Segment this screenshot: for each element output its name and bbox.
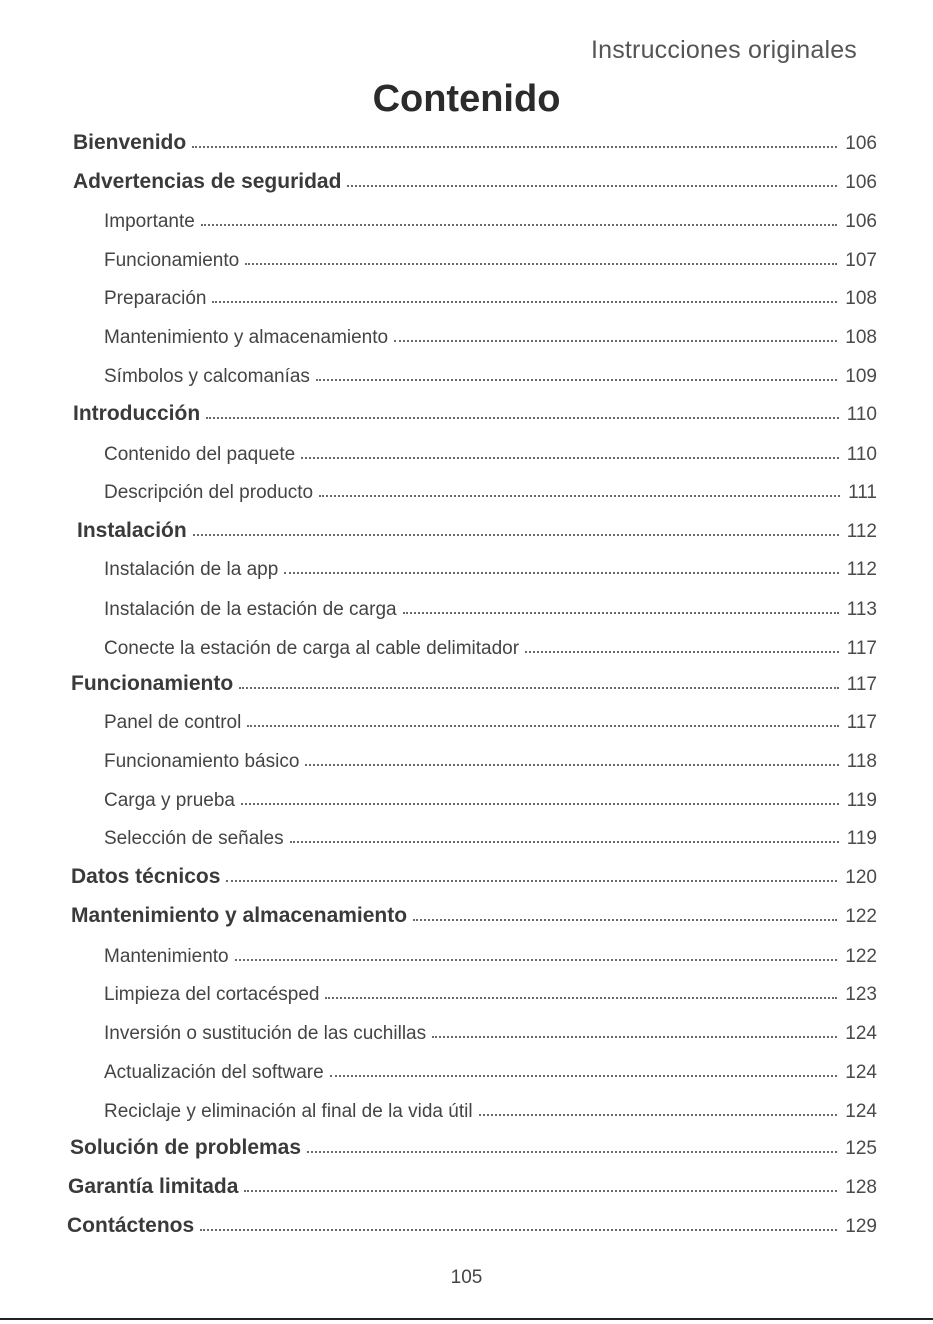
toc-entry-label: Panel de control [104, 712, 242, 733]
dot-leader [403, 612, 839, 614]
bottom-divider [0, 1318, 933, 1320]
toc-entry[interactable] [73, 125, 877, 155]
dot-leader [206, 417, 839, 419]
toc-entry[interactable] [104, 280, 877, 310]
dot-leader [432, 1036, 837, 1038]
toc-entry[interactable] [104, 436, 877, 466]
dot-leader [192, 146, 837, 148]
toc-entry[interactable] [104, 474, 877, 504]
dot-leader [201, 224, 837, 226]
toc-entry-page: 118 [846, 751, 877, 772]
toc-entry[interactable] [104, 782, 877, 812]
toc-entry-label: Conecte la estación de carga al cable delimitador [104, 638, 520, 659]
dot-leader [347, 185, 837, 187]
dot-leader [239, 687, 839, 689]
toc-entry-label: Funcionamiento [71, 672, 234, 695]
toc-entry[interactable] [104, 1054, 877, 1084]
toc-entry-page: 107 [845, 250, 877, 271]
dot-leader [193, 534, 839, 536]
dot-leader [284, 572, 838, 574]
toc-entry[interactable] [104, 1093, 877, 1123]
toc-entry-label: Preparación [104, 288, 207, 309]
toc-entry[interactable] [104, 358, 877, 388]
toc-entry-label: Descripción del producto [104, 482, 314, 503]
toc-entry-label: Reciclaje y eliminación al final de la vida útil [104, 1101, 473, 1122]
toc-entry-label: Mantenimiento [104, 946, 229, 967]
toc-entry[interactable] [104, 203, 877, 233]
toc-entry[interactable] [104, 820, 877, 850]
toc-entry-label: Instalación de la app [104, 559, 279, 580]
toc-entry-label: Actualización del software [104, 1062, 324, 1083]
toc-entry-page: 125 [845, 1138, 877, 1159]
toc-entry-label: Instalación de la estación de carga [104, 599, 397, 620]
toc-entry[interactable] [104, 704, 877, 734]
toc-entry-page: 128 [845, 1177, 877, 1198]
toc-entry-page: 117 [846, 674, 877, 695]
toc-entry[interactable] [104, 319, 877, 349]
dot-leader [525, 651, 839, 653]
toc-entry-page: 112 [846, 521, 877, 542]
toc-entry-page: 110 [846, 444, 877, 465]
toc-entry-label: Funcionamiento [104, 250, 240, 271]
toc-entry[interactable] [104, 1015, 877, 1045]
toc-entry[interactable] [104, 938, 877, 968]
dot-leader [301, 457, 838, 459]
toc-entry-label: Instalación [77, 519, 187, 542]
toc-entry-page: 106 [845, 133, 877, 154]
toc-entry[interactable] [71, 859, 877, 889]
dot-leader [413, 919, 837, 921]
toc-entry-page: 119 [846, 828, 877, 849]
toc-entry-label: Funcionamiento básico [104, 751, 300, 772]
toc-entry-page: 124 [845, 1023, 877, 1044]
dot-leader [330, 1075, 838, 1077]
toc-entry-label: Símbolos y calcomanías [104, 366, 310, 387]
dot-leader [241, 803, 839, 805]
toc-entry[interactable] [68, 1169, 877, 1199]
dot-leader [235, 959, 838, 961]
dot-leader [226, 880, 837, 882]
toc-entry-label: Limpieza del cortacésped [104, 984, 320, 1005]
toc-entry-page: 124 [845, 1062, 877, 1083]
dot-leader [305, 764, 838, 766]
toc-entry-page: 106 [845, 211, 877, 232]
toc-entry[interactable] [67, 1208, 877, 1238]
toc-entry-page: 124 [845, 1101, 877, 1122]
toc-entry[interactable] [70, 1130, 877, 1160]
toc-entry[interactable] [104, 551, 877, 581]
dot-leader [394, 340, 837, 342]
toc-entry[interactable] [104, 591, 877, 621]
toc-entry[interactable] [104, 976, 877, 1006]
toc-entry-page: 123 [845, 984, 877, 1005]
toc-entry-label: Selección de señales [104, 828, 284, 849]
dot-leader [247, 725, 838, 727]
dot-leader [290, 841, 839, 843]
toc-entry-page: 109 [845, 366, 877, 387]
toc-entry-label: Contenido del paquete [104, 444, 296, 465]
dot-leader [325, 997, 837, 999]
toc-entry-page: 113 [846, 599, 877, 620]
toc-entry-label: Mantenimiento y almacenamiento [104, 327, 389, 348]
dot-leader [307, 1151, 837, 1153]
toc-entry-page: 108 [845, 288, 877, 309]
dot-leader [319, 495, 840, 497]
toc-entry-label: Garantía limitada [68, 1175, 239, 1198]
toc-entry-label: Introducción [73, 402, 201, 425]
dot-leader [316, 379, 837, 381]
dot-leader [245, 263, 837, 265]
toc-entry-label: Importante [104, 211, 195, 232]
page-number: 105 [450, 1267, 483, 1288]
toc-entry-label: Bienvenido [73, 131, 187, 154]
toc-entry-label: Solución de problemas [70, 1136, 302, 1159]
toc-entry-page: 120 [845, 867, 877, 888]
toc-entry[interactable] [71, 898, 877, 928]
dot-leader [244, 1190, 837, 1192]
toc-entry-page: 119 [846, 790, 877, 811]
toc-entry-page: 108 [845, 327, 877, 348]
toc-entry-label: Advertencias de seguridad [73, 170, 342, 193]
toc-entry[interactable] [71, 666, 877, 696]
document-header-note: Instrucciones originales [590, 36, 857, 64]
toc-entry[interactable] [104, 242, 877, 272]
toc-entry-page: 112 [846, 559, 877, 580]
toc-entry[interactable] [104, 743, 877, 773]
toc-entry[interactable] [73, 396, 877, 426]
toc-entry-page: 129 [845, 1216, 877, 1237]
toc-entry[interactable] [73, 164, 877, 194]
toc-entry-label: Inversión o sustitución de las cuchillas [104, 1023, 427, 1044]
toc-entry-page: 106 [845, 172, 877, 193]
toc-entry-label: Datos técnicos [71, 865, 221, 888]
toc-entry-page: 110 [846, 404, 877, 425]
toc-entry-label: Mantenimiento y almacenamiento [71, 904, 408, 927]
toc-entry[interactable] [104, 630, 877, 660]
dot-leader [212, 301, 837, 303]
toc-entry-page: 117 [846, 712, 877, 733]
toc-entry-page: 122 [845, 946, 877, 967]
toc-entry-page: 117 [846, 638, 877, 659]
toc-entry-page: 122 [845, 906, 877, 927]
toc-entry-label: Contáctenos [67, 1214, 195, 1237]
toc-entry[interactable] [77, 513, 877, 543]
dot-leader [200, 1229, 837, 1231]
toc-entry-page: 111 [848, 482, 877, 503]
dot-leader [479, 1114, 838, 1116]
page-title: Contenido [372, 78, 561, 120]
toc-entry-label: Carga y prueba [104, 790, 235, 811]
